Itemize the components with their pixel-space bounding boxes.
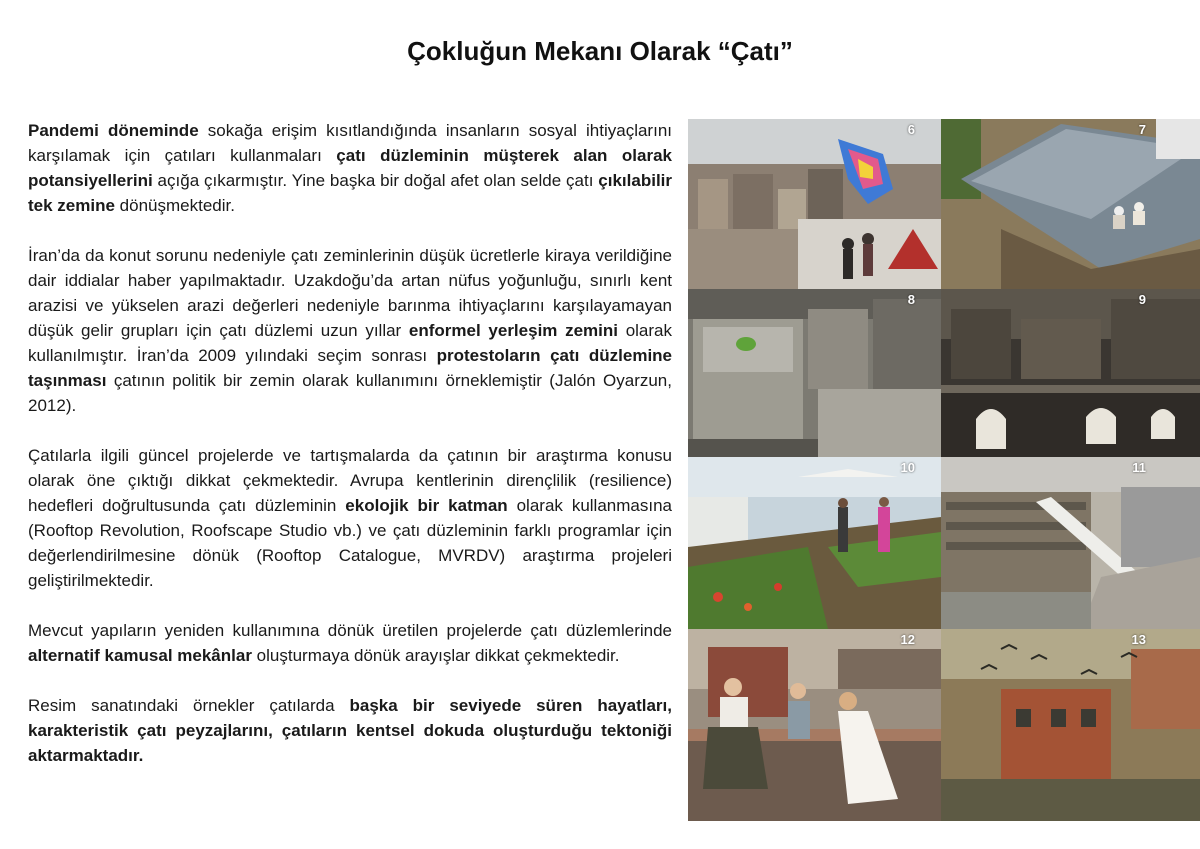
dense-rooftops-image xyxy=(688,289,941,457)
rooftop-stair-image xyxy=(941,457,1200,629)
paragraph xyxy=(28,443,672,593)
bold-text-segment: Pandemi döneminde xyxy=(28,121,199,140)
text-segment: sokağa erişim kısıtlandığında insanların sosyal ihtiyaçlarını karşılamak için çatıları kullanmaları xyxy=(28,121,672,165)
photo-12-rooftop-painting xyxy=(688,629,941,821)
text-segment: Çatılarla ilgili güncel projelerde ve tartışmalarda da çatının bir araştırma konusu olarak öne çıktığı dikkat çekmektedir. Avrupa kentlerinin dirençlilik (resilience) hedefleri doğrultusunda çatı düzleminin xyxy=(28,446,672,515)
paragraph xyxy=(28,693,672,768)
page-title: Çokluğun Mekanı Olarak “Çatı” xyxy=(407,36,793,66)
paragraph xyxy=(28,618,672,668)
birds-painting-image xyxy=(941,629,1200,821)
photo-grid xyxy=(688,119,1200,821)
photo-7-flood-roof xyxy=(941,119,1200,289)
rooftop-garden-image xyxy=(688,457,941,629)
bold-text-segment: protestoların çatı düzlemine taşınması xyxy=(28,346,673,390)
bold-text-segment: başka bir seviyede süren hayatları, karakteristik çatı peyzajlarını, çatıların kentsel dokuda oluşturduğu tektoniği aktarmaktadır. xyxy=(28,696,672,765)
figure-number: 7 xyxy=(1138,122,1146,137)
figure-number: 11 xyxy=(1132,460,1146,475)
figure-number: 9 xyxy=(1138,292,1146,307)
photo-6-rooftop-gathering xyxy=(688,119,941,289)
photo-9-night-rooftops xyxy=(941,289,1200,457)
flood-roof-image xyxy=(941,119,1200,289)
body-text xyxy=(28,118,672,793)
paragraph xyxy=(28,118,672,218)
rooftop-gathering-image xyxy=(688,119,941,289)
bold-text-segment: çatı düzleminin müşterek alan olarak potansiyellerini xyxy=(28,146,672,190)
text-segment: olarak kullanılmıştır. İran’da 2009 yılındaki seçim sonrası xyxy=(28,321,672,365)
paragraph xyxy=(28,243,672,418)
figure-number: 10 xyxy=(900,460,915,475)
text-segment: Mevcut yapıların yeniden kullanımına dönük üretilen projelerde çatı düzlemlerinde xyxy=(28,621,672,640)
text-segment: oluşturmaya dönük arayışlar dikkat çekmektedir. xyxy=(251,646,620,665)
figure-number: 13 xyxy=(1131,632,1146,647)
text-segment: İran’da da konut sorunu nedeniyle çatı zeminlerinin düşük ücretlerle kiraya verildiğine dair iddialar haber yapılmaktadır. Uzakdoğu’da artan nüfus yoğunluğu, sınırlı kent arazisi ve yükselen arazi değerleri nedeniyle barınma ihtiyaçlarını karşılayamayan düşük gelir grupları için çatı düzlemi uzun yıllar xyxy=(28,246,672,340)
photo-13-birds-painting xyxy=(941,629,1200,821)
figure-number: 6 xyxy=(907,122,915,137)
text-segment: çatının politik bir zemin olarak kullanımını örneklemiştir (Jalón Oyarzun, 2012). xyxy=(28,371,672,415)
rooftop-painting-image xyxy=(688,629,941,821)
photo-8-dense-rooftops xyxy=(688,289,941,457)
bold-text-segment: çıkılabilir tek zemine xyxy=(28,171,672,215)
figure-number: 8 xyxy=(907,292,915,307)
photo-11-rooftop-stair xyxy=(941,457,1200,629)
text-segment: dönüşmektedir. xyxy=(114,196,235,215)
text-segment: Resim sanatındaki örnekler çatılarda xyxy=(28,696,350,715)
text-segment: açığa çıkarmıştır. Yine başka bir doğal afet olan selde çatı xyxy=(152,171,599,190)
photo-10-rooftop-garden xyxy=(688,457,941,629)
figure-number: 12 xyxy=(900,632,915,647)
text-segment: olarak kullanmasına (Rooftop Revolution, Roofscape Studio vb.) ve çatı düzleminin farklı programlar için değerlendirilmesine dönük (Rooftop Catalogue, MVRDV) araştırma projeleri geliştirilmektedir. xyxy=(28,496,672,590)
bold-text-segment: alternatif kamusal mekânlar xyxy=(28,646,252,665)
bold-text-segment: ekolojik bir katman xyxy=(345,496,508,515)
bold-text-segment: enformel yerleşim zemini xyxy=(408,321,618,340)
night-rooftops-image xyxy=(941,289,1200,457)
